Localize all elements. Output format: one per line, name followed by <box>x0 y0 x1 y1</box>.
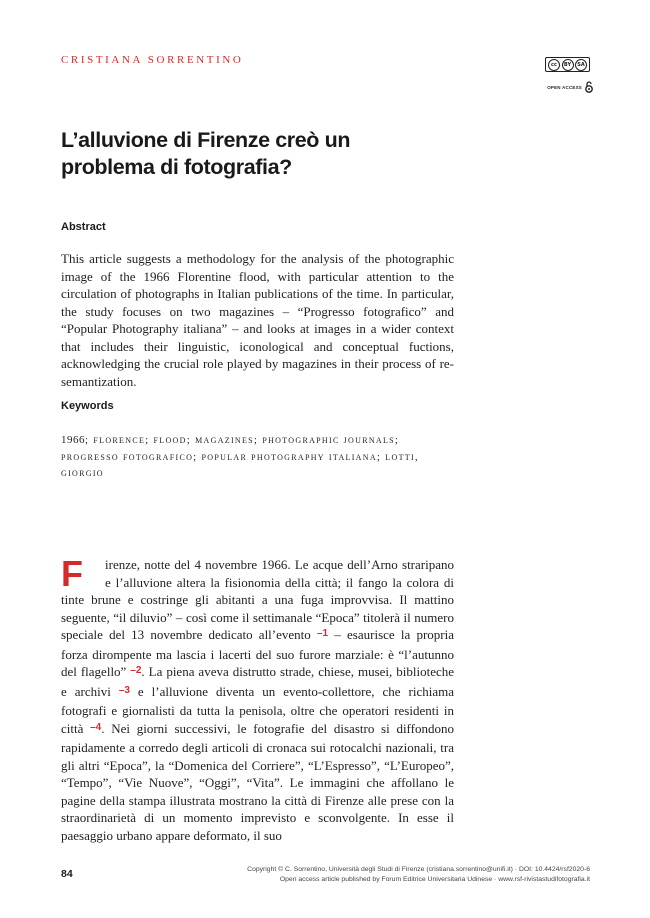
body-paragraph <box>61 553 455 844</box>
cc-icon: cc <box>548 59 560 71</box>
cc-by-sa-license-badge[interactable] <box>545 57 590 72</box>
open-lock-icon <box>585 81 593 93</box>
sa-icon: SA <box>575 59 587 71</box>
open-access-indicator <box>545 81 593 93</box>
body-segment-3: . La piena aveva distrutto strade, chiese, musei, biblioteche e archivi <box>61 664 454 699</box>
body-segment-1: irenze, notte del 4 novembre 1966. Le acque dell’Arno straripano e l’alluvione altera la fisionomia della città; il fango la colora di tinte brune e costringe gli abitanti a una fuga improvvisa. Il mattino seguente, “il diluvio” – così come il settimanale “Epoca” titolerà il numero speciale del 13 novembre dedicato all’evento <box>61 557 454 642</box>
body-segment-5: . Nei giorni successivi, le fotografie del disastro si diffondono rapidamente a corredo degli articoli di cronaca sui rotocalchi nazionali, tra gli altri “Epoca”, la “Domenica del Corriere”, “L’Espresso”, “L’Europeo”, “Tempo”, “Vie Nuove”, “Oggi”, “Vita”. Le immagini che affollano le pagine della stampa illustrata mostrano la città di Firenze alle prese con la straordinarietà di un momento imprevisto e sconvolgente. In esse il paesaggio urbano appare deformato, il suo <box>61 720 454 843</box>
page-number: 84 <box>61 868 73 880</box>
body-segment-4: e l’alluvione diventa un evento-collettore, che richiama fotografi e giornalisti da tutta la penisola, oltre che operatori residenti in città <box>61 683 454 736</box>
open-access-label: OPEN ACCESS <box>547 84 582 90</box>
author-name: CRISTIANA SORRENTINO <box>61 54 244 66</box>
keywords-text: ; florence; flood; magazines; photographic journals; progresso fotografico; popular photography italiana; lotti, giorgio <box>61 434 419 479</box>
keyword-year: 1966 <box>61 434 85 446</box>
abstract-text: This article suggests a methodology for the analysis of the photographic image of the 1966 Florentine flood, with particular attention to the circulation of photographs in Italian publications of the time. In particular, the study focuses on two magazines – “Progresso fotografico” and “Popular Photography italiana” – and looks at images in a wider context that includes their linguistic, iconological and conceptual fuctions, acknowledging the crucial role played by magazines in their process of re-semantization. <box>61 251 454 389</box>
copyright-line: Copyright © C. Sorrentino, Università degli Studi di Firenze (cristiana.sorrentino@unifi.it) · DOI: 10.4424/rsf2020-6 <box>247 866 590 873</box>
keywords-heading: Keywords <box>61 400 114 412</box>
keywords-list <box>61 432 454 482</box>
abstract-heading: Abstract <box>61 221 106 233</box>
publisher-line: Open access article published by Forum Editrice Universitaria Udinese · www.rsf-rivistastudifotografia.it <box>279 876 590 883</box>
by-icon: BY <box>562 59 574 71</box>
footnote-ref-3[interactable]: –3 <box>118 684 130 696</box>
body-segment-2: – esaurisce la propria forza dirompente ma lascia i lacerti del suo furore marziale: è “l’autunno del flagello” <box>61 627 455 679</box>
footnote-ref-2[interactable]: –2 <box>130 665 142 676</box>
license-badges <box>545 57 593 93</box>
drop-cap: F <box>61 553 83 594</box>
footnote-ref-1[interactable]: –1 <box>316 628 329 639</box>
footer-credits <box>247 865 590 885</box>
footnote-ref-4[interactable]: –4 <box>90 721 102 733</box>
article-title: L’alluvione di Firenze creò un problema di fotografia? <box>61 128 351 179</box>
